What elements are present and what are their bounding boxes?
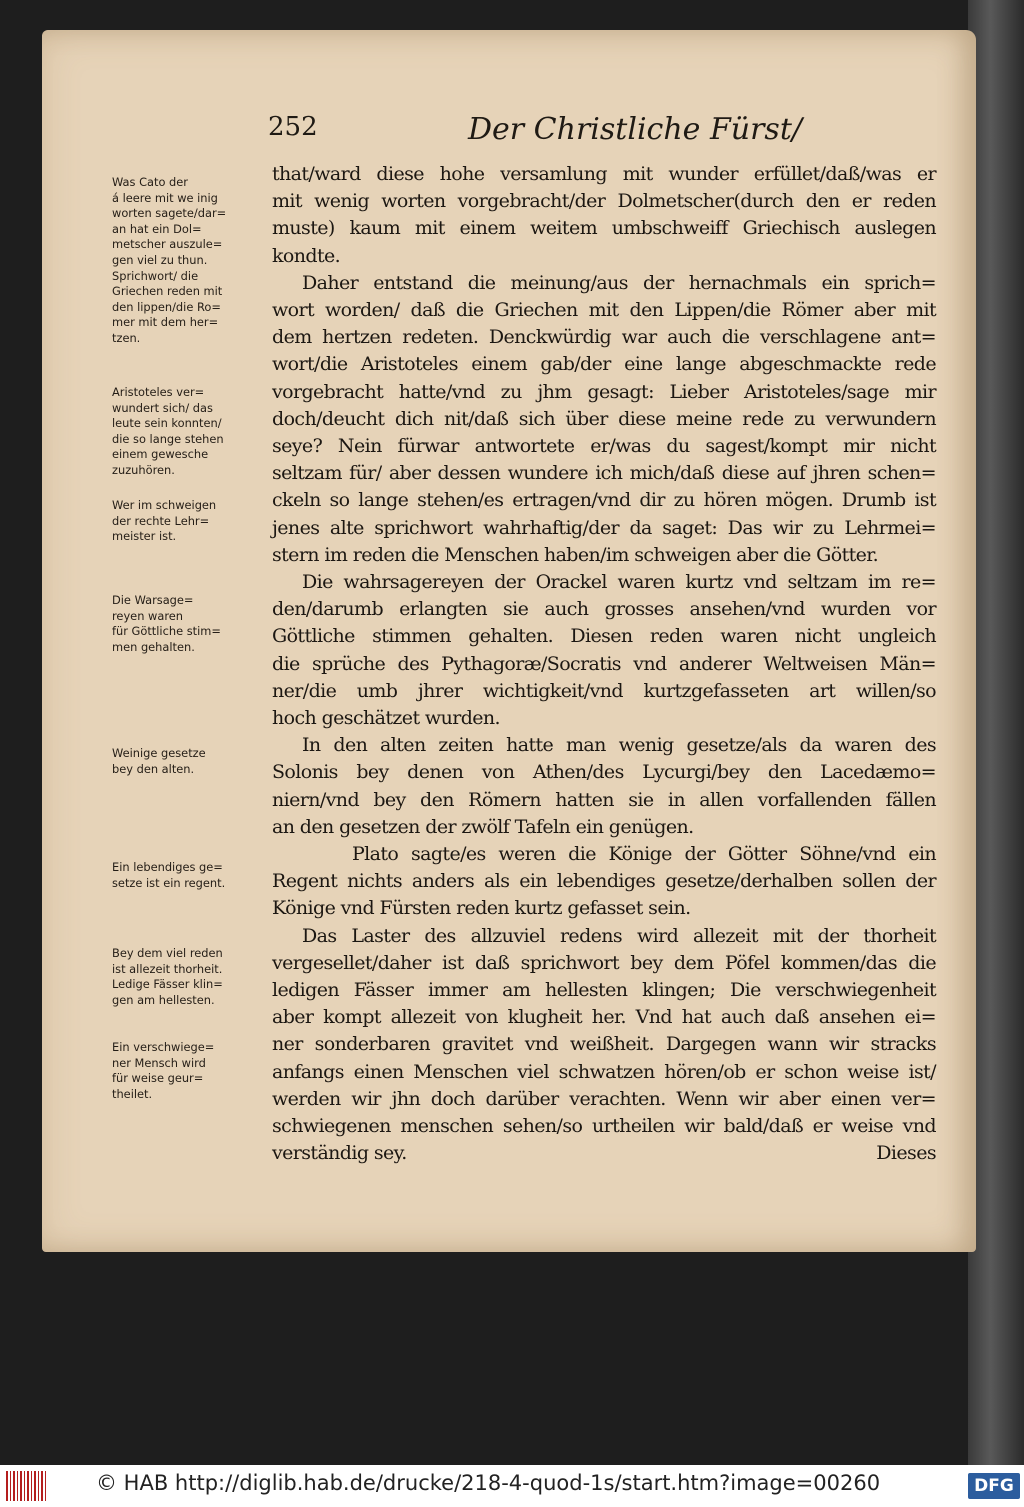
margin-note-line: gen viel zu thun. (112, 252, 208, 267)
text-line: die sprüche des Pythagoræ/Socratis vnd anderer Weltweisen Män= (272, 652, 936, 675)
page-number: 252 (268, 112, 318, 142)
text-line: wort/die Aristoteles einem gab/der eine lange abgeschmackte rede (272, 353, 936, 376)
text-line: den/darumb erlangten sie auch grosses ansehen/vnd wurden vor (272, 598, 936, 621)
text-line: ner/die umb jhrer wichtigkeit/vnd kurtzgefasseten art willen/so (272, 679, 936, 702)
margin-note-line: reyen waren (112, 608, 183, 623)
margin-note-line: wundert sich/ das (112, 400, 213, 415)
text-line: Göttliche stimmen gehalten. Diesen reden waren nicht ungleich (272, 625, 936, 648)
page-header (268, 112, 936, 152)
margin-note-line: für weise geur= (112, 1071, 204, 1086)
margin-note-line: Ein lebendiges ge= (112, 860, 223, 874)
text-line: seye? Nein fürwar antwortete er/was du sagest/kompt mir nicht (272, 435, 936, 457)
margin-note-line: mer mit dem her= (112, 315, 219, 330)
margin-note-line: ner Mensch wird (112, 1055, 206, 1070)
text-line: vergesellet/daher ist daß sprichwort bey dem Pöfel kommen/das die (272, 951, 936, 974)
text-line: wort worden/ daß die Griechen mit den Lippen/die Römer aber mit (272, 299, 936, 321)
margin-note-line: meister ist. (112, 529, 177, 544)
margin-note-line: an hat ein Dol= (112, 221, 202, 236)
text-line: hoch geschätzet wurden. (272, 707, 500, 729)
text-line: stern im reden die Menschen haben/im schweigen aber die Götter. (272, 543, 879, 566)
margin-note (112, 860, 264, 891)
margin-note-line: einem gewesche (112, 447, 209, 462)
text-line: muste) kaum mit einem weitem umbschweiff Griechisch auslegen (272, 217, 936, 240)
margin-note (112, 746, 264, 777)
text-line: an den gesetzen der zwölf Tafeln ein genügen. (272, 815, 694, 838)
margin-note-line: Die Warsage= (112, 593, 194, 607)
margin-note-line: Ein verschwiege= (112, 1040, 215, 1054)
copyright-link[interactable]: © HAB http://diglib.hab.de/drucke/218-4-quod-1s/start.htm?image=00260 (96, 1471, 881, 1495)
text-line: Könige vnd Fürsten reden kurtz gefasset sein. (272, 897, 691, 920)
text-line: niern/vnd bey den Römern hatten sie in allen vorfallenden fällen (272, 788, 936, 811)
text-line: Solonis bey denen von Athen/des Lycurgi/bey den Lacedæmo= (272, 761, 936, 784)
dfg-logo: DFG (968, 1473, 1020, 1499)
text-line: dem hertzen redeten. Denckwürdig war auch die verschlagene ant= (272, 326, 936, 349)
hab-logo-icon (6, 1471, 46, 1501)
margin-note-line: die so lange stehen (112, 431, 224, 446)
text-line: Die wahrsagereyen der Orackel waren kurtz vnd seltzam im re= (302, 571, 936, 593)
margin-note (112, 385, 264, 479)
margin-note-line: setze ist ein regent. (112, 875, 226, 890)
text-line: jenes alte sprichwort wahrhaftig/der da saget: Das wir zu Lehrmei= (272, 516, 936, 539)
text-line: ner sonderbaren gravitet vnd weißheit. Dargegen wann wir stracks (272, 1033, 936, 1056)
margin-note-line: theilet. (112, 1086, 153, 1101)
catchword-row (272, 1139, 936, 1167)
text-line: Plato sagte/es weren die Könige der Götter Söhne/vnd ein (352, 843, 936, 865)
margin-note (112, 593, 264, 655)
margin-note-line: Aristoteles ver= (112, 385, 205, 399)
margin-note-line: gen am hellesten. (112, 992, 215, 1007)
margin-note-line: á leere mit we inig (112, 190, 218, 205)
text-line: aber kompt allezeit von klugheit her. Vnd hat auch daß ansehen ei= (272, 1006, 936, 1029)
text-line: mit wenig worten vorgebracht/der Dolmetscher(durch den er reden (272, 190, 936, 213)
margin-note-line: Bey dem viel reden (112, 946, 223, 960)
text-line: kondte. (272, 244, 341, 267)
text-line: verständig sey. (272, 1142, 407, 1165)
margin-note-line: tzen. (112, 330, 141, 345)
text-line: anfangs einen Menschen viel schwatzen hören/ob er schon weise ist/ (272, 1060, 936, 1083)
margin-note-line: worten sagete/dar= (112, 206, 227, 221)
margin-note-line: zuzuhören. (112, 462, 175, 477)
running-title: Der Christliche Fürst/ (468, 112, 802, 147)
text-line: vorgebracht hatte/vnd zu jhm gesagt: Lieber Aristoteles/sage mir (272, 380, 936, 403)
margin-note-line: leute sein konnten/ (112, 416, 222, 431)
catchword: Dieses (876, 1142, 936, 1165)
text-line: werden wir jhn doch darüber verachten. Wenn wir aber einen ver= (272, 1087, 936, 1110)
margin-note-line: Ledige Fässer klin= (112, 977, 223, 992)
margin-note-line: Was Cato der (112, 175, 188, 189)
text-line: ledigen Fässer immer am hellesten klingen; Die verschwiegenheit (272, 979, 936, 1001)
text-line: ckeln so lange stehen/es ertragen/vnd dir zu hören mögen. Drumb ist (272, 489, 936, 512)
text-line: seltzam für/ aber dessen wundere ich mich/daß diese auf jhren schen= (272, 462, 936, 485)
text-line: Das Laster des allzuviel redens wird allezeit mit der thorheit (302, 924, 936, 947)
text-line: doch/deucht dich nit/daß sich über diese meine rede zu verwundern (272, 407, 936, 430)
margin-note-line: Griechen reden mit (112, 284, 223, 299)
text-line: schwiegenen menschen sehen/so urtheilen wir bald/daß er weise vnd (272, 1115, 936, 1137)
margin-note (112, 175, 264, 347)
margin-note-line: men gehalten. (112, 639, 195, 654)
text-line: Regent nichts anders als ein lebendiges gesetze/derhalben sollen der (272, 870, 936, 893)
margin-note (112, 946, 264, 1008)
text-line: that/ward diese hohe versamlung mit wunder erfüllet/daß/was er (272, 163, 936, 185)
text-line: Daher entstand die meinung/aus der hernachmals ein sprich= (302, 271, 936, 294)
margin-note (112, 498, 264, 545)
margin-note-line: der rechte Lehr= (112, 513, 210, 528)
margin-note-line: für Göttliche stim= (112, 624, 221, 639)
footer-bar (0, 1465, 1024, 1507)
margin-note-line: bey den alten. (112, 761, 195, 776)
margin-note-line: den lippen/die Ro= (112, 299, 221, 314)
margin-note-line: Sprichwort/ die (112, 268, 199, 283)
text-line: In den alten zeiten hatte man wenig gesetze/als da waren des (302, 734, 936, 757)
margin-note-line: Wer im schweigen (112, 498, 217, 512)
margin-note (112, 1040, 264, 1102)
margin-note-line: metscher auszule= (112, 237, 223, 252)
margin-note-line: Weinige gesetze (112, 746, 206, 760)
book-edge (968, 0, 1024, 1465)
margin-note-line: ist allezeit thorheit. (112, 961, 223, 976)
